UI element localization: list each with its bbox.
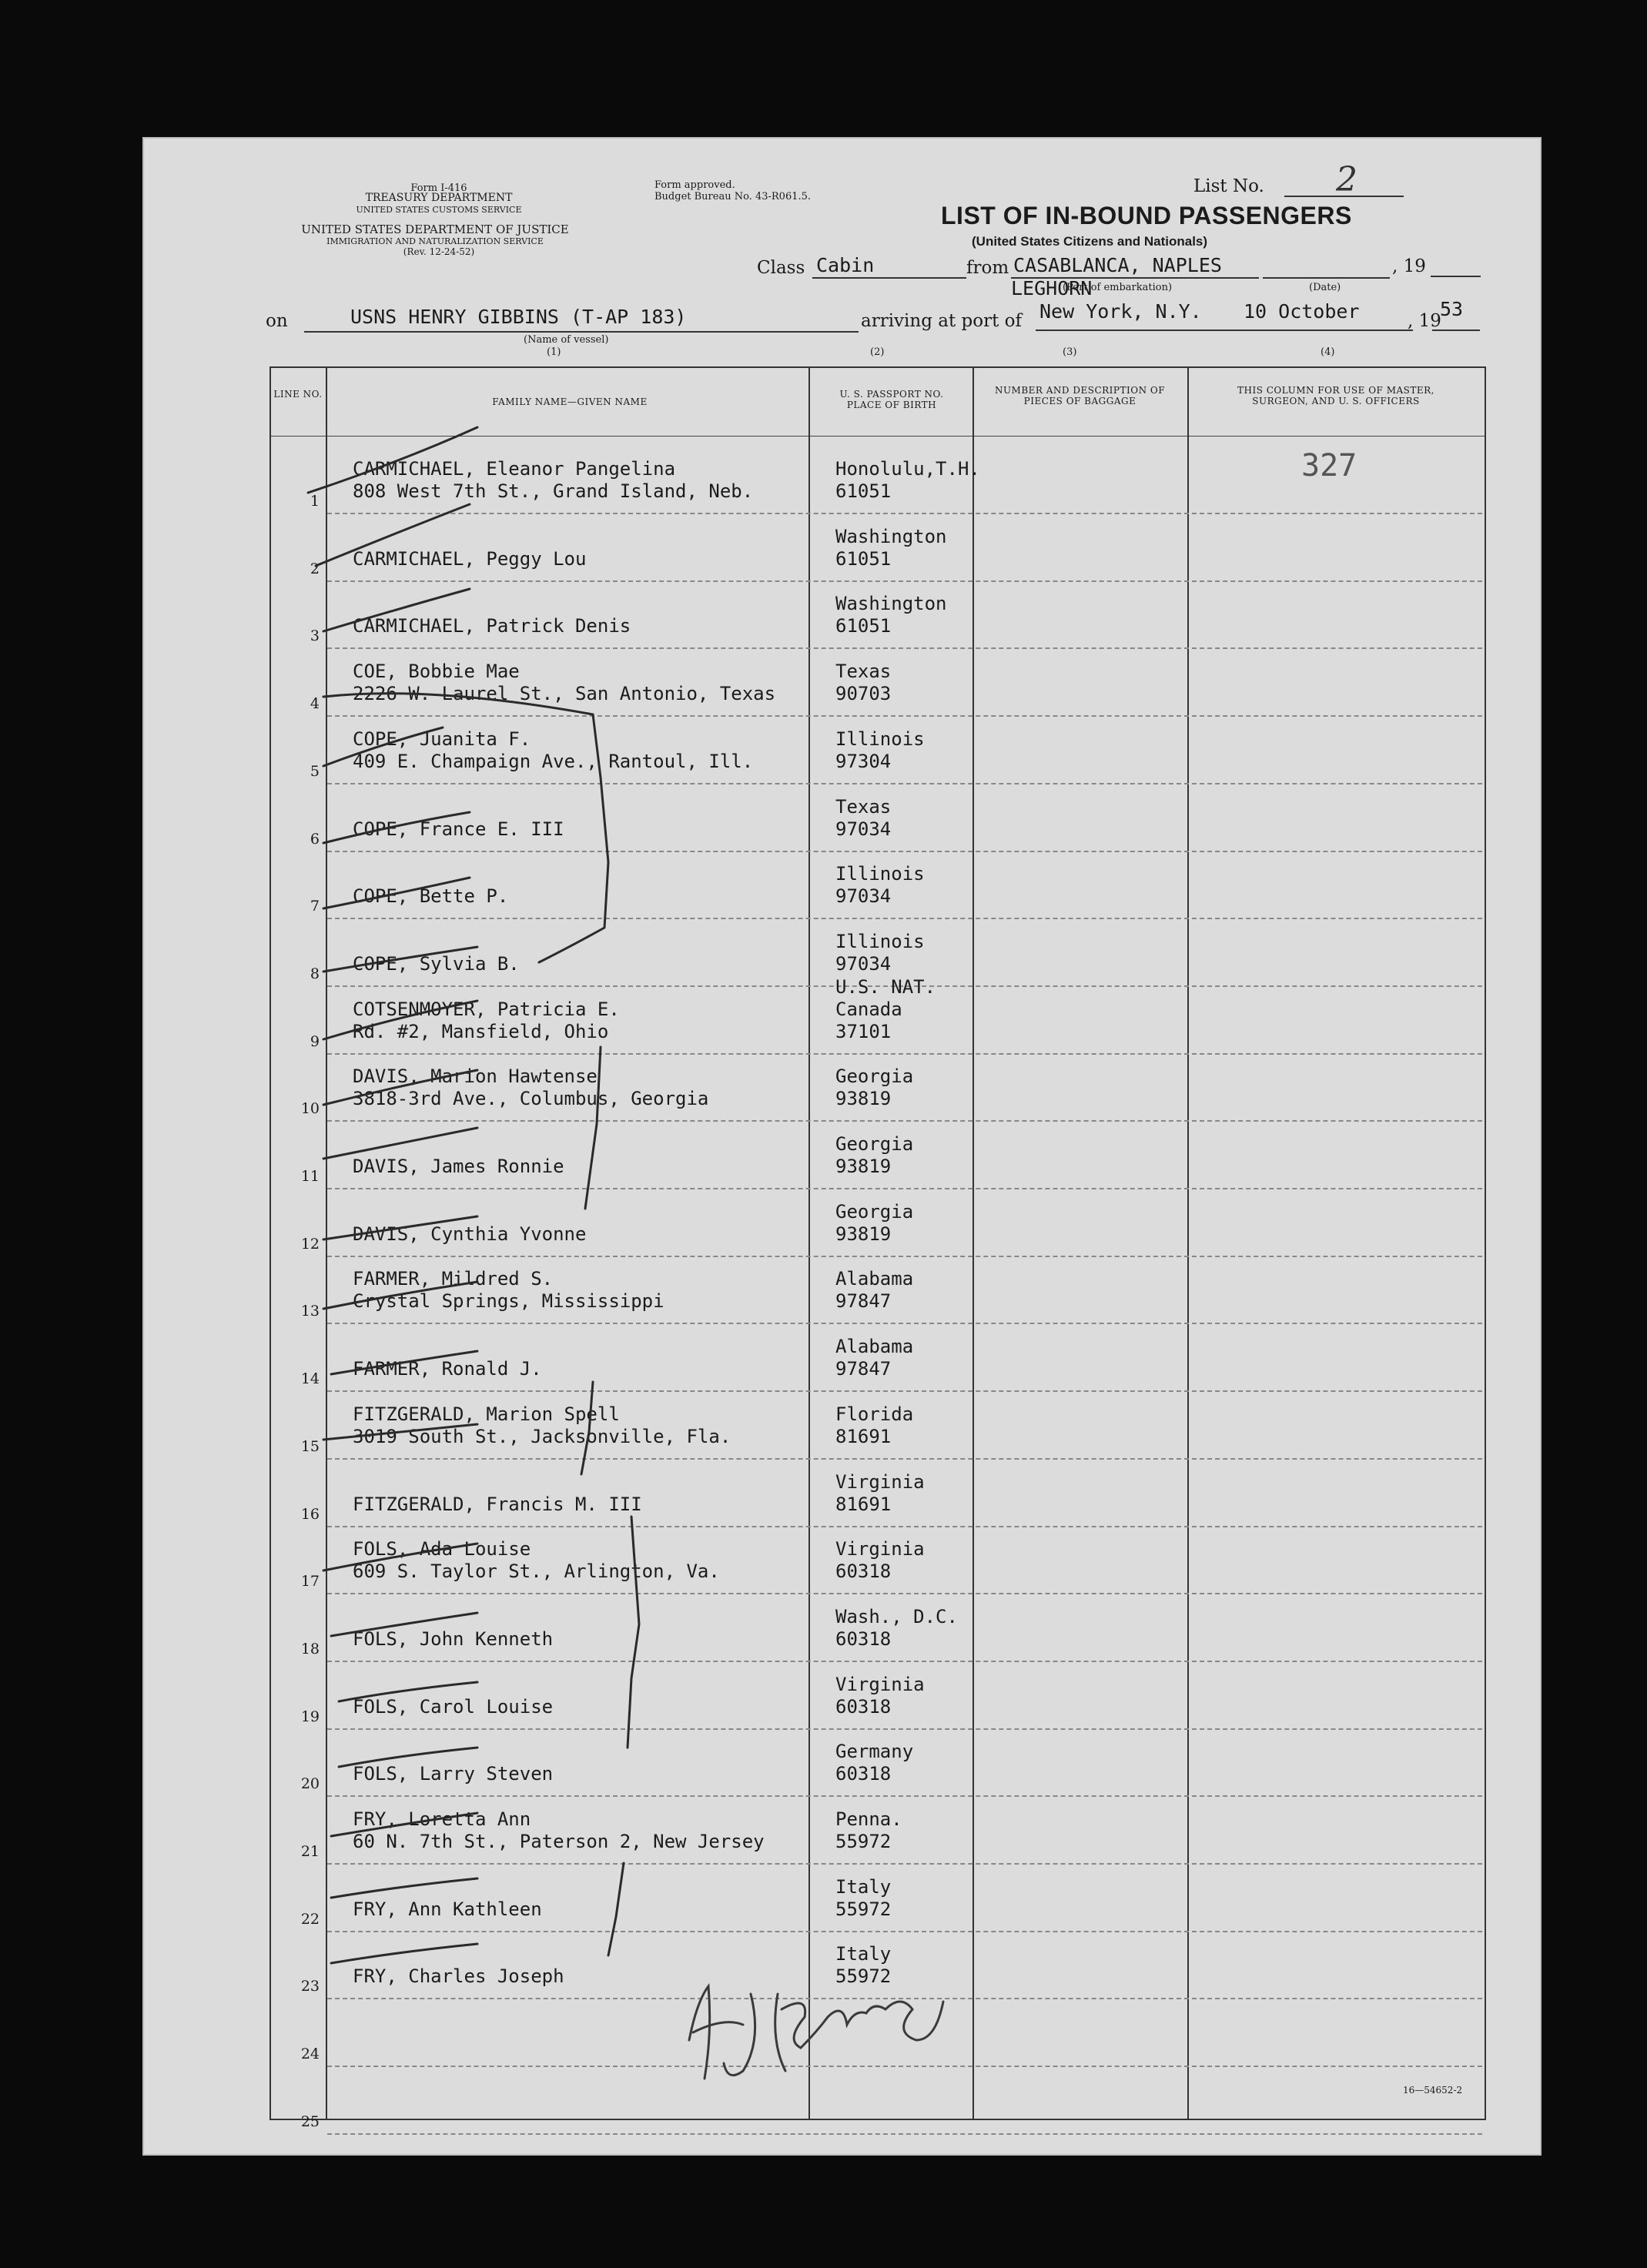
passenger-name: COPE, Bette P. [353, 885, 509, 907]
header-bottom-border [269, 436, 1486, 437]
justice-dept: UNITED STATES DEPARTMENT OF JUSTICE [301, 222, 569, 236]
passenger-address: 60 N. 7th St., Paterson 2, New Jersey [353, 1831, 765, 1852]
row-rule [327, 1188, 1482, 1189]
passport-number: 97847 [835, 1358, 892, 1380]
vessel-caption: (Name of vessel) [524, 334, 609, 346]
place-of-birth: Virginia [835, 1674, 925, 1695]
passport-number: 81691 [835, 1426, 892, 1447]
line-number: 18 [300, 1641, 320, 1658]
date-value: 10 October [1244, 300, 1360, 323]
form-number: Form I-416 [410, 182, 467, 194]
arriving-label: arriving at port of [861, 311, 1022, 331]
form-approved: Form approved. [654, 179, 735, 191]
on-label: on [266, 311, 288, 331]
passport-number: 60318 [835, 1763, 892, 1785]
line-number: 8 [310, 965, 320, 982]
passport-number: 55972 [835, 1831, 892, 1852]
passenger-name: CARMICHAEL, Peggy Lou [353, 548, 587, 570]
column-number-1: (1) [547, 346, 561, 358]
passport-number: 93819 [835, 1156, 892, 1177]
passport-number: 97034 [835, 818, 892, 840]
row-rule [327, 1728, 1482, 1730]
passenger-name: FRY, Loretta Ann [353, 1808, 531, 1830]
header-line-no: LINE NO. [273, 389, 323, 400]
passenger-name: COPE, Sylvia B. [353, 953, 520, 975]
header-officers: THIS COLUMN FOR USE OF MASTER, SURGEON, AND U. S. OFFICERS [1237, 385, 1434, 406]
row-rule [327, 1998, 1482, 1999]
place-of-birth: Penna. [835, 1808, 902, 1830]
passenger-name: FOLS, Carol Louise [353, 1696, 554, 1718]
place-of-birth: Germany [835, 1741, 914, 1762]
passport-number: 55972 [835, 1965, 892, 1987]
passenger-address: 609 S. Taylor St., Arlington, Va. [353, 1561, 720, 1582]
passenger-address: Rd. #2, Mansfield, Ohio [353, 1021, 609, 1042]
passport-number: 60318 [835, 1696, 892, 1718]
row-rule [327, 1593, 1482, 1594]
budget-bureau: Budget Bureau No. 43-R061.5. [654, 191, 812, 202]
table-line-col-border [326, 366, 327, 2120]
place-of-birth: Texas [835, 796, 892, 818]
passenger-name: FRY, Ann Kathleen [353, 1898, 542, 1920]
line-number: 22 [300, 1911, 320, 1928]
from-value-2: LEGHORN [1011, 277, 1093, 299]
class-line [812, 277, 966, 279]
place-of-birth: Illinois [835, 931, 925, 952]
passport-number: 97847 [835, 1290, 892, 1312]
row-rule [327, 580, 1482, 582]
from-value: CASABLANCA, NAPLES [1013, 254, 1222, 276]
passport-number: 90703 [835, 683, 892, 704]
place-of-birth: U.S. NAT. [835, 976, 936, 998]
passport-number: 61051 [835, 615, 892, 637]
date1-line [1263, 277, 1390, 279]
year2-label: , 19 [1408, 311, 1441, 331]
line-number: 20 [300, 1775, 320, 1792]
passenger-address: 808 West 7th St., Grand Island, Neb. [353, 480, 754, 502]
line-number: 24 [300, 2046, 320, 2062]
place-of-birth: Georgia [835, 1065, 914, 1087]
passport-number: 93819 [835, 1088, 892, 1109]
passport-number: 61051 [835, 480, 892, 502]
passenger-address: 3019 South St., Jacksonville, Fla. [353, 1426, 731, 1447]
customs-service: UNITED STATES CUSTOMS SERVICE [356, 205, 522, 215]
from-label: from [966, 258, 1009, 278]
passenger-name: FOLS, John Kenneth [353, 1628, 554, 1650]
passenger-name: COE, Bobbie Mae [353, 661, 520, 682]
row-rule [327, 1458, 1482, 1460]
passenger-name: FARMER, Ronald J. [353, 1358, 542, 1380]
passenger-name: FOLS, Larry Steven [353, 1763, 554, 1785]
row-rule [327, 1053, 1482, 1055]
column-number-4: (4) [1321, 346, 1335, 358]
place-of-birth-extra: Canada [835, 999, 902, 1020]
passenger-address: 2226 W. Laurel St., San Antonio, Texas [353, 683, 776, 704]
table-right-border [1485, 366, 1486, 2120]
column-number-3: (3) [1063, 346, 1077, 358]
passenger-name: FOLS, Ada Louise [353, 1538, 531, 1560]
year1-label: , 19 [1392, 256, 1426, 276]
line-number: 25 [300, 2113, 320, 2130]
line-number: 6 [310, 831, 320, 848]
row-rule [327, 2133, 1482, 2135]
line-number: 2 [310, 560, 320, 577]
row-rule [327, 513, 1482, 514]
passport-number: 60318 [835, 1628, 892, 1650]
row-rule [327, 1390, 1482, 1392]
passport-number: 97304 [835, 751, 892, 772]
row-rule [327, 1323, 1482, 1324]
immigration-service: IMMIGRATION AND NATURALIZATION SERVICE [326, 236, 544, 246]
line-number: 10 [300, 1100, 320, 1117]
header-family-name: FAMILY NAME—GIVEN NAME [492, 396, 648, 407]
line-number: 17 [300, 1573, 320, 1590]
year1-line [1431, 276, 1481, 277]
passport-number: 81691 [835, 1494, 892, 1515]
document-title: LIST OF IN-BOUND PASSENGERS [941, 202, 1352, 229]
treasury-dept: TREASURY DEPARTMENT [365, 192, 513, 204]
passenger-name: DAVIS, Marion Hawtense [353, 1065, 598, 1087]
passenger-name: DAVIS, Cynthia Yvonne [353, 1223, 587, 1245]
place-of-birth: Georgia [835, 1133, 914, 1155]
line-number: 19 [300, 1708, 320, 1725]
passenger-address: 3818-3rd Ave., Columbus, Georgia [353, 1088, 709, 1109]
row-rule [327, 647, 1482, 649]
place-of-birth: Washington [835, 593, 947, 614]
passenger-name: FRY, Charles Joseph [353, 1965, 564, 1987]
passport-number: 37101 [835, 1021, 892, 1042]
row-rule [327, 1120, 1482, 1122]
row-rule [327, 1863, 1482, 1865]
footer-code: 16—54652-2 [1403, 2085, 1463, 2096]
place-of-birth: Italy [835, 1876, 892, 1898]
table-baggage-col-border [1187, 366, 1189, 2120]
passport-number: 60318 [835, 1561, 892, 1582]
line-number: 1 [310, 493, 320, 510]
row-rule [327, 1795, 1482, 1797]
port-line [1036, 329, 1413, 331]
passport-number: 61051 [835, 548, 892, 570]
header-passport: U. S. PASSPORT NO. PLACE OF BIRTH [839, 389, 944, 410]
column-number-2: (2) [870, 346, 885, 358]
place-of-birth: Alabama [835, 1268, 914, 1290]
place-of-birth: Florida [835, 1403, 914, 1425]
row-rule [327, 715, 1482, 717]
passenger-address: Crystal Springs, Mississippi [353, 1290, 664, 1312]
year2-line [1432, 329, 1480, 331]
passenger-address: 409 E. Champaign Ave., Rantoul, Ill. [353, 751, 754, 772]
line-number: 9 [310, 1033, 320, 1050]
line-number: 13 [300, 1303, 320, 1320]
place-of-birth: Wash., D.C. [835, 1606, 958, 1627]
list-no-label: List No. [1193, 176, 1264, 196]
place-of-birth: Italy [835, 1943, 892, 1965]
line-number: 16 [300, 1506, 320, 1523]
port-value: New York, N.Y. [1039, 300, 1202, 323]
line-number: 7 [310, 898, 320, 915]
place-of-birth: Texas [835, 661, 892, 682]
table-bottom-border [269, 2119, 1486, 2120]
line-number: 4 [310, 695, 320, 712]
passenger-name: CARMICHAEL, Eleanor Pangelina [353, 458, 676, 480]
row-rule [327, 918, 1482, 919]
date-caption: (Date) [1309, 282, 1341, 293]
header-baggage: NUMBER AND DESCRIPTION OF PIECES OF BAGGAGE [994, 385, 1166, 406]
place-of-birth: Illinois [835, 728, 925, 750]
place-of-birth: Illinois [835, 863, 925, 885]
place-of-birth: Georgia [835, 1201, 914, 1223]
row-rule [327, 1661, 1482, 1662]
line-number: 11 [300, 1168, 320, 1185]
line-number: 15 [300, 1438, 320, 1455]
embarkation-caption: (Port of embarkation) [1063, 282, 1173, 293]
passport-number: 97034 [835, 885, 892, 907]
passenger-name: COTSENMOYER, Patricia E. [353, 999, 620, 1020]
passenger-name: DAVIS, James Ronnie [353, 1156, 564, 1177]
row-rule [327, 851, 1482, 852]
passenger-name: COPE, France E. III [353, 818, 564, 840]
table-passport-col-border [972, 366, 974, 2120]
passenger-name: FITZGERALD, Francis M. III [353, 1494, 642, 1515]
place-of-birth: Washington [835, 526, 947, 547]
vessel-value: USNS HENRY GIBBINS (T-AP 183) [350, 306, 687, 328]
list-no-value: 2 [1336, 160, 1357, 199]
table-top-border [269, 366, 1486, 368]
class-label: Class [757, 258, 805, 278]
line-number: 23 [300, 1978, 320, 1995]
line-number: 14 [300, 1370, 320, 1387]
document-subtitle: (United States Citizens and Nationals) [972, 234, 1208, 249]
passenger-name: FARMER, Mildred S. [353, 1268, 554, 1290]
row-rule [327, 783, 1482, 784]
officer-annotation: 327 [1301, 448, 1357, 483]
place-of-birth: Alabama [835, 1336, 914, 1357]
vessel-line [304, 331, 859, 333]
passenger-name: CARMICHAEL, Patrick Denis [353, 615, 631, 637]
line-number: 5 [310, 763, 320, 780]
row-rule [327, 1526, 1482, 1527]
row-rule [327, 1256, 1482, 1257]
row-rule [327, 1931, 1482, 1932]
table-name-col-border [808, 366, 810, 2120]
passport-number: 93819 [835, 1223, 892, 1245]
place-of-birth: Virginia [835, 1471, 925, 1493]
place-of-birth: Honolulu,T.H. [835, 458, 980, 480]
passenger-name: COPE, Juanita F. [353, 728, 531, 750]
class-value: Cabin [816, 254, 875, 276]
line-number: 21 [300, 1843, 320, 1860]
line-number: 12 [300, 1236, 320, 1253]
passport-number: 55972 [835, 1898, 892, 1920]
table-left-border [269, 366, 271, 2120]
passenger-name: FITZGERALD, Marion Spell [353, 1403, 620, 1425]
row-rule [327, 2066, 1482, 2067]
line-number: 3 [310, 627, 320, 644]
form-revision: (Rev. 12-24-52) [403, 246, 475, 257]
year2-value: 53 [1440, 298, 1464, 320]
place-of-birth: Virginia [835, 1538, 925, 1560]
passport-number: 97034 [835, 953, 892, 975]
